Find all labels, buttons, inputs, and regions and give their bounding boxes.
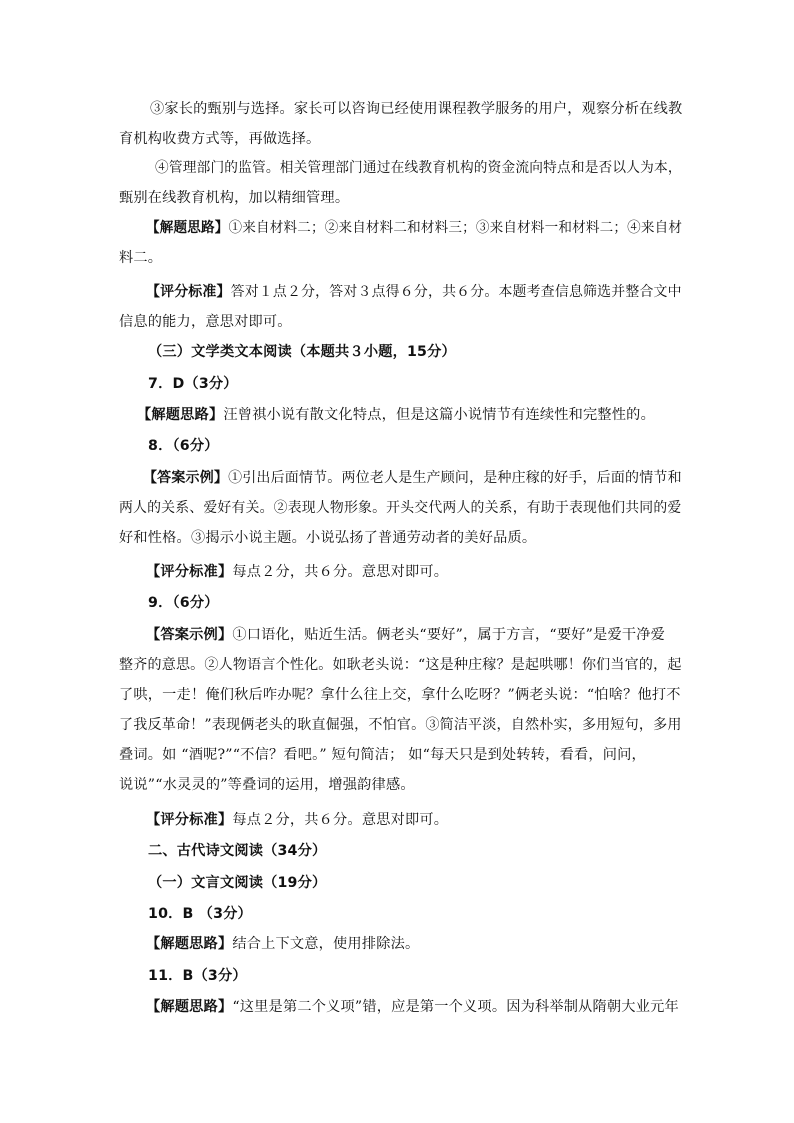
question-heading: 8．（6分） — [148, 438, 219, 454]
paragraph-line: 说说”“水灵灵的”等叠词的运用，增强韵律感。 — [119, 777, 415, 793]
section-heading: （一）文言文阅读（19分） — [148, 875, 327, 891]
answer-line: 【解题思路】汪曾祺小说有散文化特点，但是这篇小说情节有连续性和完整性的。 — [137, 407, 655, 423]
paragraph-line: 了哄，一走！俺们秋后咋办呢？拿什么往上交，拿什么吃呀？”俩老头说：“怕啥？他打不 — [119, 687, 681, 703]
paragraph-line: ③家长的甄别与选择。家长可以咨询已经使用课程教学服务的用户，观察分析在线教 — [150, 101, 683, 117]
tag-label: 【评分标准】 — [146, 284, 231, 300]
paragraph-line: 育机构收费方式等，再做选择。 — [119, 131, 321, 147]
answer-line: 【解题思路】①来自材料二；②来自材料二和材料三；③来自材料一和材料二；④来自材 — [146, 220, 683, 236]
paragraph-line: 整齐的意思。②人物语言个性化。如耿老头说：“这是种庄稼？是起哄哪！你们当官的，起 — [119, 657, 682, 673]
tag-label: 【解题思路】 — [137, 407, 224, 423]
paragraph-line: ④管理部门的监管。相关管理部门通过在线教育机构的资金流向特点和是否以人为本， — [155, 160, 682, 176]
answer-line: 【答案示例】①口语化，贴近生活。俩老头“要好”，属于方言，“要好”是爱干净爱 — [146, 627, 665, 643]
question-heading: 7．D（3分） — [148, 376, 238, 392]
paragraph-line: 信息的能力，意思对即可。 — [119, 314, 292, 330]
answer-line: 【解题思路】结合上下文意，使用排除法。 — [146, 936, 420, 952]
paragraph-line: 好和性格。③揭示小说主题。小说弘扬了普通劳动者的美好品质。 — [119, 530, 537, 546]
answer-line: 【解题思路】“这里是第二个义项”错，应是第一个义项。因为科举制从隋朝大业元年 — [146, 999, 679, 1015]
question-heading: 10．B （3分） — [148, 906, 252, 922]
tag-label: 【答案示例】 — [146, 627, 233, 643]
answer-line: 【评分标准】每点２分，共６分。意思对即可。 — [146, 812, 449, 828]
tag-label: 【答案示例】 — [143, 470, 229, 486]
paragraph-line: 叠词。如 “酒呢?”“不信？看吧。” 短句简洁； 如“每天只是到处转转，看看，问问， — [119, 747, 646, 763]
tag-label: 【评分标准】 — [146, 564, 233, 580]
tag-label: 【解题思路】 — [146, 999, 233, 1015]
paragraph-line: 两人的关系、爱好有关。②表现人物形象。开头交代两人的关系，有助于表现他们共同的爱 — [119, 500, 682, 516]
tag-label: 【解题思路】 — [146, 220, 229, 236]
section-heading: 二、古代诗文阅读（34分） — [148, 843, 327, 859]
tag-label: 【评分标准】 — [146, 812, 233, 828]
answer-line: 【答案示例】①引出后面情节。两位老人是生产顾问，是种庄稼的好手，后面的情节和 — [143, 470, 682, 486]
question-heading: 11．B（3分） — [148, 968, 247, 984]
paragraph-line: 甄别在线教育机构，加以精细管理。 — [119, 190, 350, 206]
answer-line: 【评分标准】答对１点２分，答对３点得６分，共６分。本题考查信息筛选并整合文中 — [146, 284, 682, 300]
paragraph-line: 料二。 — [119, 250, 163, 266]
tag-label: 【解题思路】 — [146, 936, 233, 952]
question-heading: 9．（6分） — [148, 595, 219, 611]
section-heading: （三）文学类文本阅读（本题共３小题，15分） — [148, 344, 456, 360]
answer-line: 【评分标准】每点２分，共６分。意思对即可。 — [146, 564, 449, 580]
paragraph-line: 了我反革命！”表现俩老头的耿直倔强，不怕官。③简洁平淡，自然朴实，多用短句，多用 — [119, 717, 682, 733]
